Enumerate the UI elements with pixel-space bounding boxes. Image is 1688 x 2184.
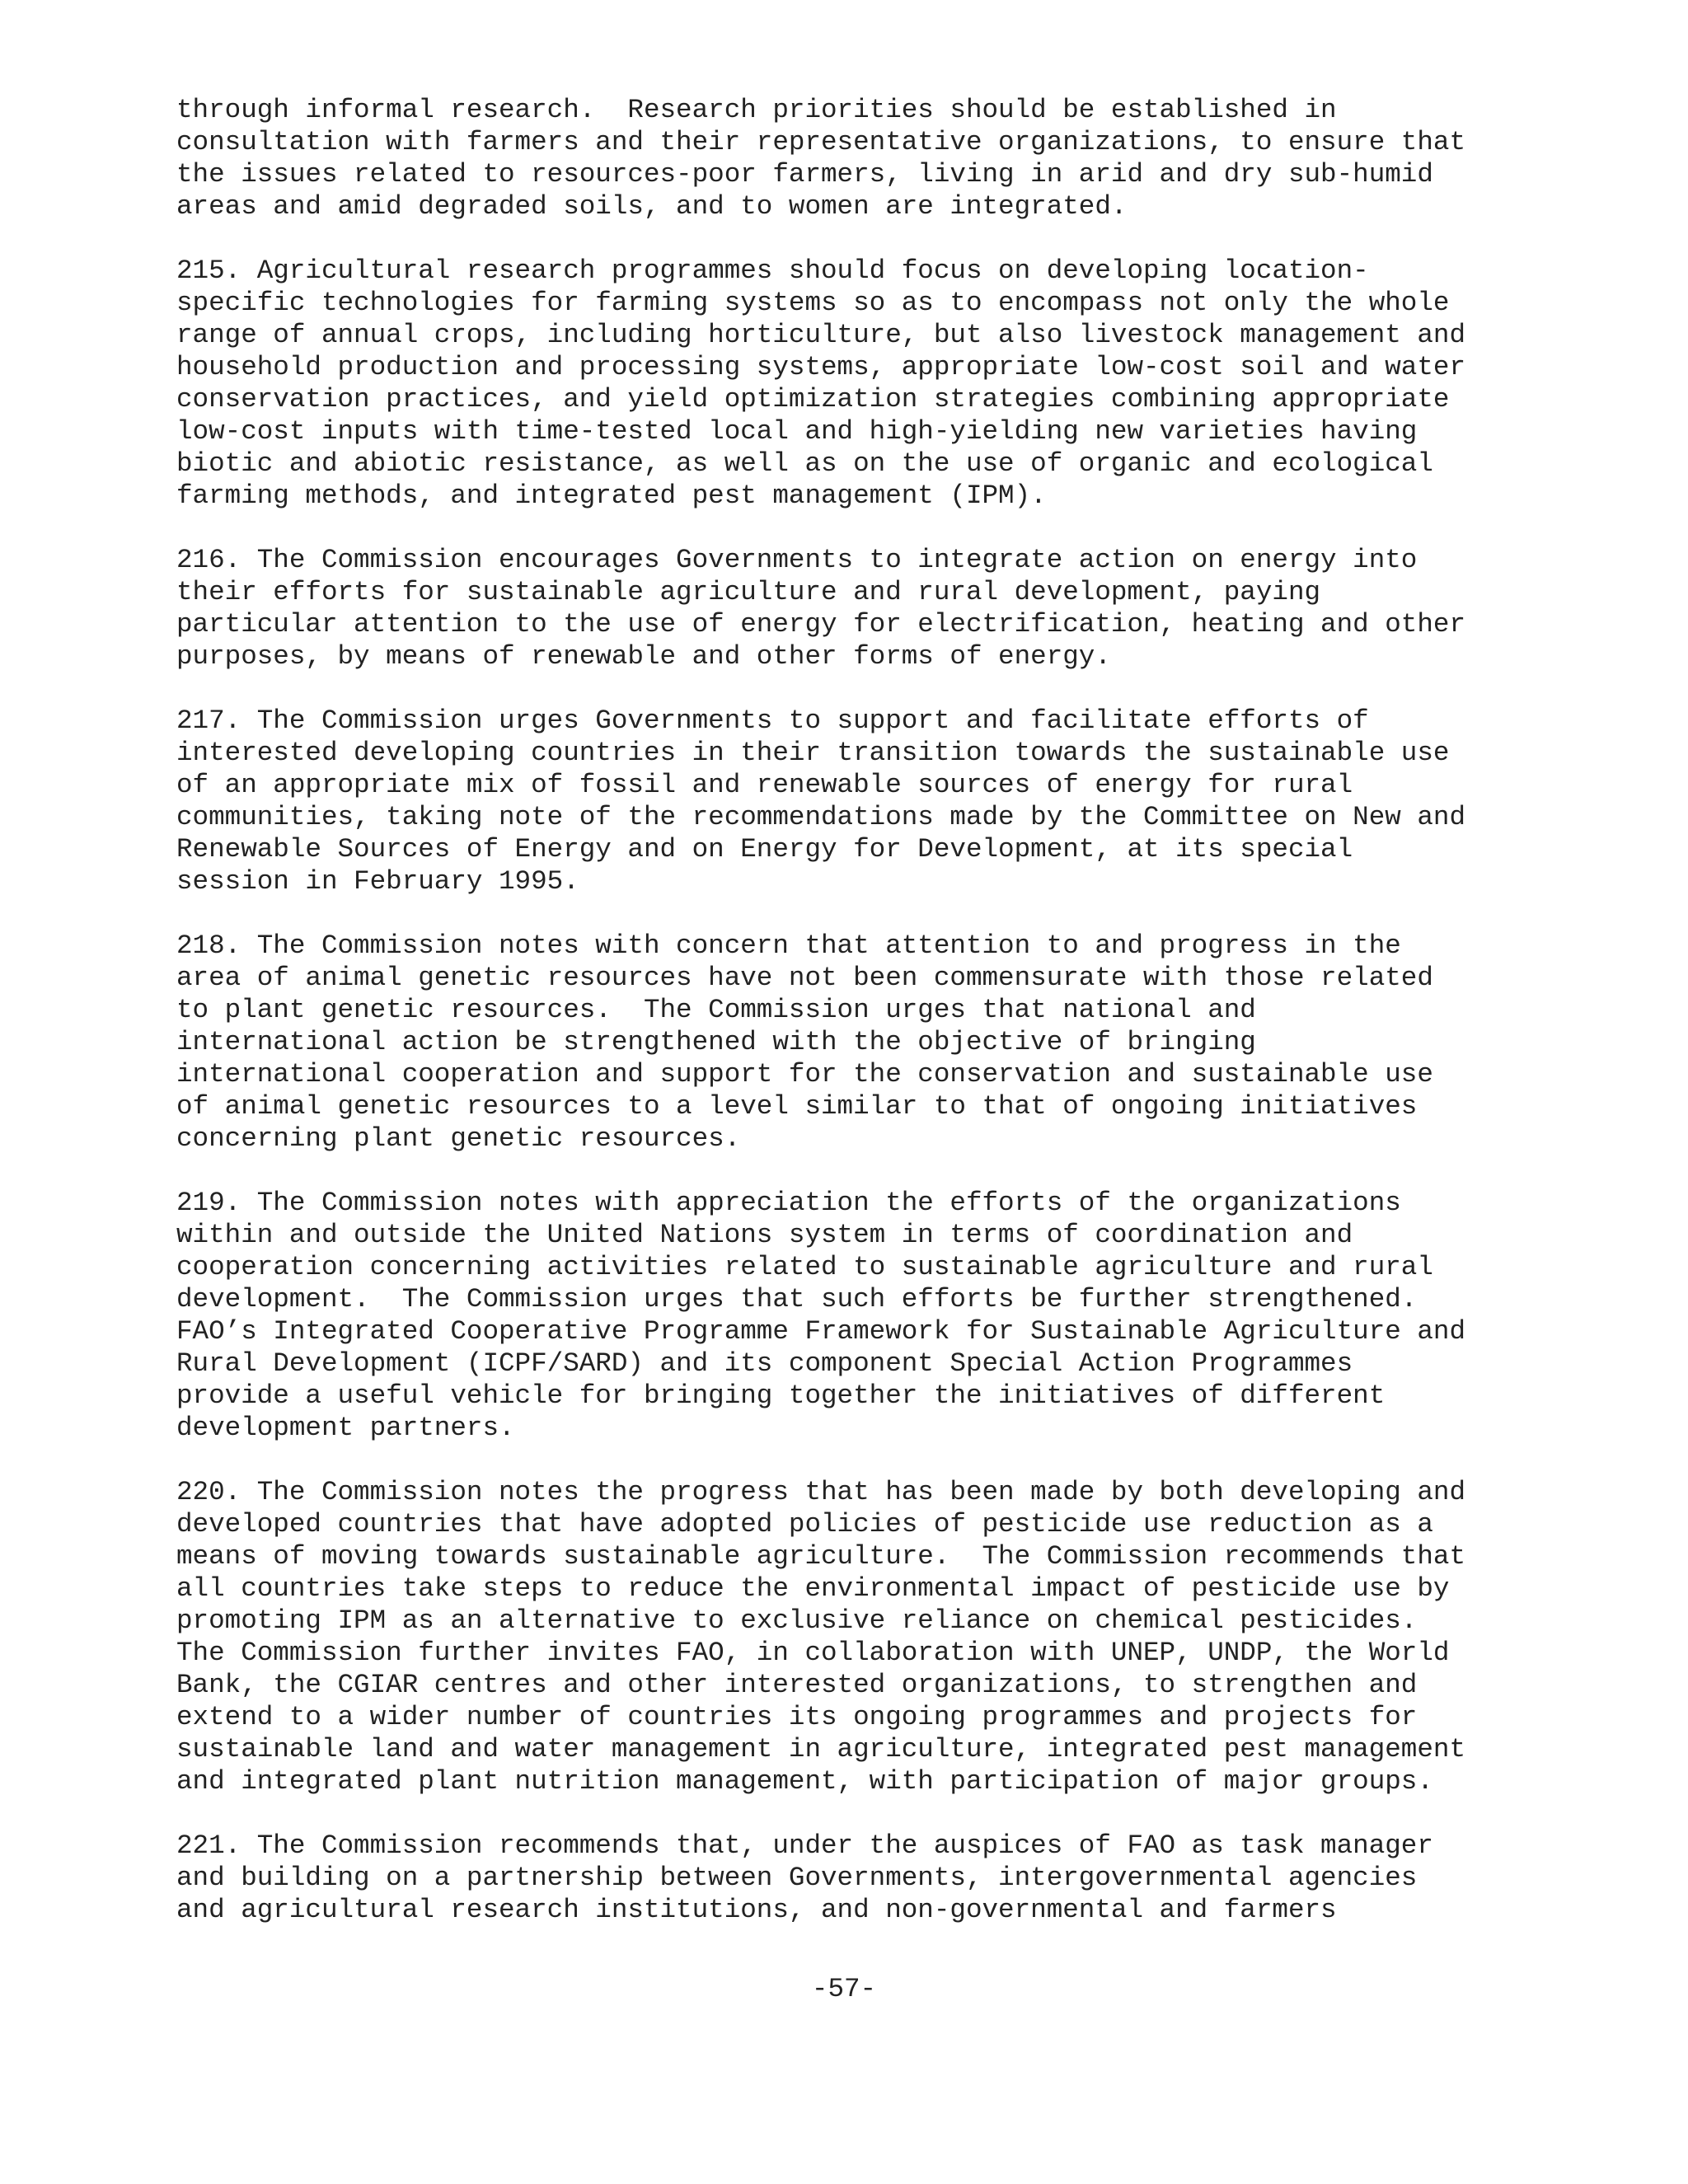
- text-line: provide a useful vehicle for bringing together the initiatives of different: [176, 1380, 1386, 1411]
- text-line: of an appropriate mix of fossil and renewable sources of energy for rural: [176, 770, 1353, 800]
- text-line: all countries take steps to reduce the environmental impact of pesticide use by: [176, 1573, 1450, 1604]
- paragraph-gap: [176, 223, 1512, 255]
- text-line: and integrated plant nutrition management, with participation of major groups.: [176, 1766, 1433, 1797]
- text-line: of animal genetic resources to a level similar to that of ongoing initiatives: [176, 1091, 1418, 1122]
- paragraph-gap: [176, 512, 1512, 544]
- text-line: low-cost inputs with time-tested local and high-yielding new varieties having: [176, 416, 1418, 447]
- text-line: household production and processing systems, appropriate low-cost soil and water: [176, 352, 1466, 382]
- text-line: to plant genetic resources. The Commission urges that national and: [176, 995, 1256, 1025]
- text-line: The Commission further invites FAO, in collaboration with UNEP, UNDP, the World: [176, 1638, 1450, 1668]
- text-line: 218. The Commission notes with concern that attention to and progress in the: [176, 930, 1401, 961]
- text-line: development. The Commission urges that such efforts be further strengthened.: [176, 1284, 1418, 1315]
- text-line: within and outside the United Nations system in terms of coordination and: [176, 1220, 1353, 1250]
- text-line: concerning plant genetic resources.: [176, 1123, 741, 1154]
- text-line: consultation with farmers and their representative organizations, to ensure that: [176, 127, 1466, 157]
- text-line: 219. The Commission notes with appreciation the efforts of the organizations: [176, 1188, 1401, 1218]
- text-line: their efforts for sustainable agriculture and rural development, paying: [176, 577, 1321, 607]
- text-line: biotic and abiotic resistance, as well as on the use of organic and ecological: [176, 448, 1433, 479]
- paragraph-p217: [176, 705, 1512, 898]
- text-line: purposes, by means of renewable and other forms of energy.: [176, 641, 1111, 672]
- paragraph-p219: [176, 1187, 1512, 1444]
- paragraph-gap: [176, 673, 1512, 705]
- text-line: cooperation concerning activities related to sustainable agriculture and rural: [176, 1252, 1433, 1282]
- paragraph-gap: [176, 1444, 1512, 1476]
- text-line: Bank, the CGIAR centres and other interested organizations, to strengthen and: [176, 1670, 1418, 1700]
- text-line: development partners.: [176, 1413, 515, 1443]
- text-line: means of moving towards sustainable agriculture. The Commission recommends that: [176, 1541, 1466, 1572]
- paragraph-gap: [176, 1155, 1512, 1187]
- text-line: 216. The Commission encourages Governments to integrate action on energy into: [176, 545, 1418, 575]
- paragraph-gap: [176, 898, 1512, 930]
- paragraph-p220: [176, 1476, 1512, 1797]
- text-line: area of animal genetic resources have not been commensurate with those related: [176, 963, 1433, 993]
- text-line: specific technologies for farming systems so as to encompass not only the whole: [176, 288, 1450, 318]
- text-line: promoting IPM as an alternative to exclusive reliance on chemical pesticides.: [176, 1605, 1418, 1636]
- page-number: -57-: [811, 1974, 877, 2004]
- text-line: and agricultural research institutions, and non-governmental and farmers: [176, 1895, 1337, 1925]
- text-line: and building on a partnership between Governments, intergovernmental agencies: [176, 1863, 1418, 1893]
- text-line: conservation practices, and yield optimization strategies combining appropriate: [176, 384, 1450, 415]
- text-line: sustainable land and water management in agriculture, integrated pest management: [176, 1734, 1466, 1765]
- text-line: session in February 1995.: [176, 866, 579, 897]
- text-line: extend to a wider number of countries its ongoing programmes and projects for: [176, 1702, 1418, 1732]
- paragraph-p214-cont: [176, 94, 1512, 223]
- text-line: 220. The Commission notes the progress that has been made by both developing and: [176, 1477, 1466, 1507]
- text-line: interested developing countries in their transition towards the sustainable use: [176, 738, 1450, 768]
- text-line: international cooperation and support for the conservation and sustainable use: [176, 1059, 1433, 1090]
- text-line: FAO’s Integrated Cooperative Programme Framework for Sustainable Agriculture and: [176, 1316, 1466, 1347]
- paragraph-p221: [176, 1830, 1512, 1926]
- paragraph-gap: [176, 1797, 1512, 1830]
- text-line: 215. Agricultural research programmes should focus on developing location-: [176, 255, 1369, 286]
- text-line: communities, taking note of the recommendations made by the Committee on New and: [176, 802, 1466, 832]
- text-line: 217. The Commission urges Governments to support and facilitate efforts of: [176, 705, 1369, 736]
- text-line: 221. The Commission recommends that, under the auspices of FAO as task manager: [176, 1830, 1433, 1861]
- text-line: developed countries that have adopted policies of pesticide use reduction as a: [176, 1509, 1433, 1540]
- text-line: through informal research. Research priorities should be established in: [176, 95, 1337, 125]
- text-line: Rural Development (ICPF/SARD) and its component Special Action Programmes: [176, 1348, 1353, 1379]
- text-line: areas and amid degraded soils, and to women are integrated.: [176, 191, 1128, 222]
- paragraph-p218: [176, 930, 1512, 1155]
- text-line: range of annual crops, including horticulture, but also livestock management and: [176, 320, 1466, 350]
- text-line: particular attention to the use of energy for electrification, heating and other: [176, 609, 1466, 640]
- text-line: international action be strengthened with the objective of bringing: [176, 1027, 1256, 1057]
- paragraph-p215: [176, 255, 1512, 512]
- paragraph-p216: [176, 544, 1512, 673]
- text-line: Renewable Sources of Energy and on Energy for Development, at its special: [176, 834, 1353, 865]
- text-line: the issues related to resources-poor farmers, living in arid and dry sub-humid: [176, 159, 1433, 190]
- text-line: farming methods, and integrated pest management (IPM).: [176, 480, 1047, 511]
- body-text: [176, 94, 1512, 1926]
